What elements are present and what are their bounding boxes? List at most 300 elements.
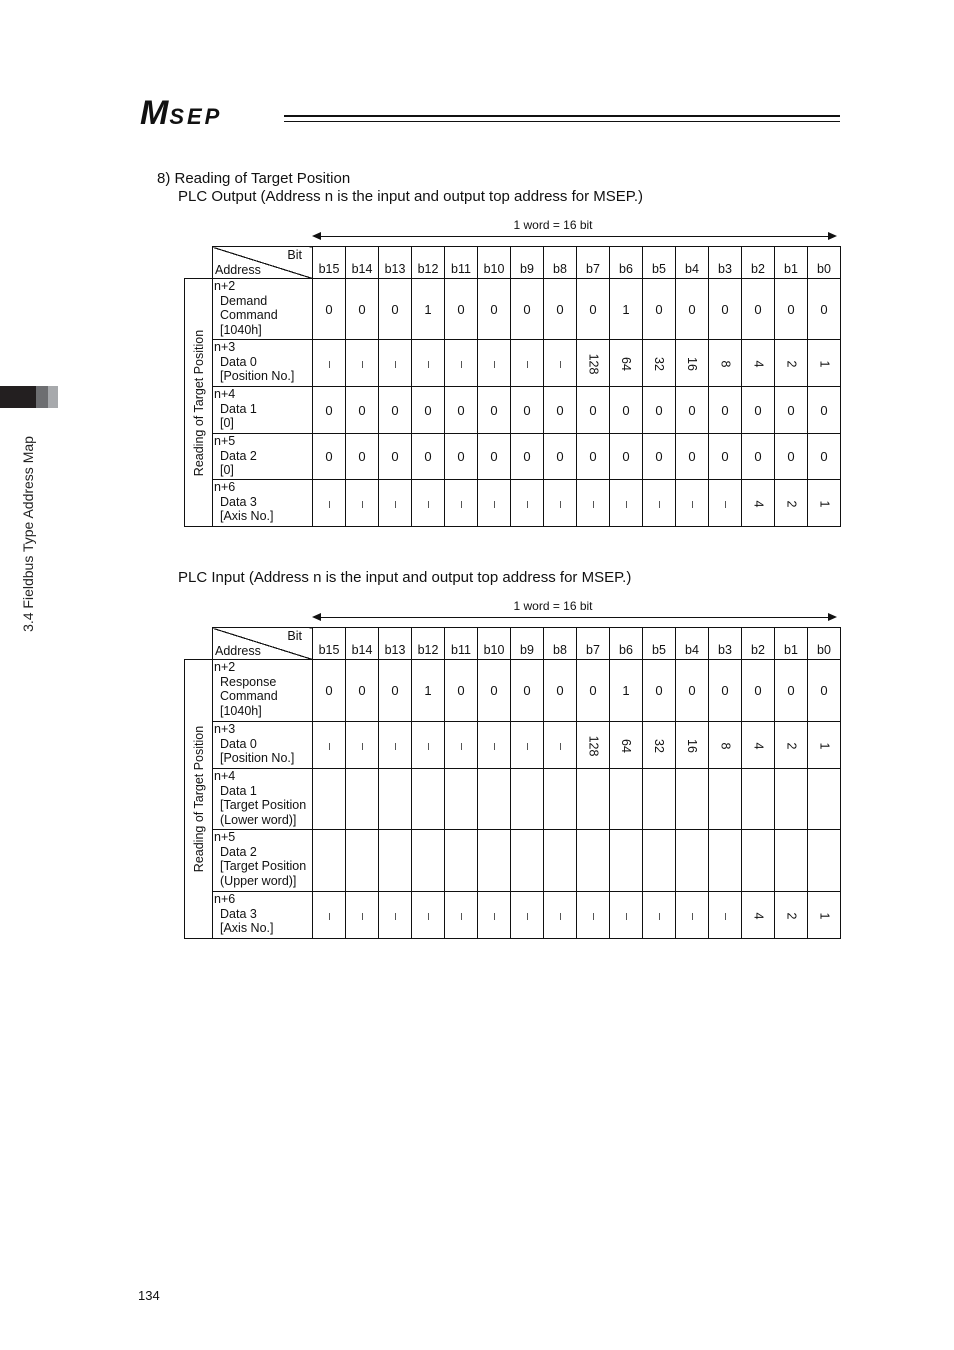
unused-bit-dash bbox=[692, 501, 693, 508]
bit-value-cell: 0 bbox=[775, 434, 808, 480]
bit-value-cell bbox=[775, 480, 808, 527]
word-arrow-line bbox=[318, 236, 830, 237]
bit-value-cell bbox=[445, 340, 478, 387]
table-row bbox=[185, 480, 841, 527]
address-desc-line: [Axis No.] bbox=[220, 921, 274, 936]
bit-value-cell bbox=[808, 480, 841, 527]
bit-value-cell: 0 bbox=[808, 434, 841, 480]
plc-input-table bbox=[184, 627, 841, 939]
bit-value-cell bbox=[445, 480, 478, 527]
bit-value-cell: 0 bbox=[742, 660, 775, 722]
arrow-right-icon bbox=[828, 232, 837, 240]
address-offset: n+2 bbox=[214, 279, 236, 293]
unused-bit-dash bbox=[329, 913, 330, 920]
bit-value-cell bbox=[313, 722, 346, 769]
bit-column-header: b9 bbox=[511, 628, 544, 660]
bit-value-cell bbox=[643, 480, 676, 527]
logo-rest: SEP bbox=[169, 104, 223, 129]
address-cell bbox=[213, 722, 313, 769]
address-offset: n+3 bbox=[214, 340, 236, 354]
bit-value-cell: 0 bbox=[511, 660, 544, 722]
bit-value-cell: 0 bbox=[379, 279, 412, 340]
unused-bit-dash bbox=[395, 361, 396, 368]
group-label-cell bbox=[185, 279, 213, 527]
unused-bit-dash bbox=[395, 743, 396, 750]
bit-value-cell bbox=[610, 830, 643, 892]
address-desc-line: Data 0 bbox=[220, 736, 257, 751]
bit-value-cell: 0 bbox=[445, 660, 478, 722]
address-cell bbox=[213, 769, 313, 830]
bit-value-cell bbox=[445, 769, 478, 830]
bit-value-cell bbox=[346, 830, 379, 892]
table-row bbox=[185, 830, 841, 892]
bit-column-header: b8 bbox=[544, 247, 577, 279]
unused-bit-dash bbox=[362, 501, 363, 508]
unused-bit-dash bbox=[329, 361, 330, 368]
bit-header-label: Bit bbox=[287, 629, 302, 643]
bit-column-header: b4 bbox=[676, 628, 709, 660]
address-desc-line: [Axis No.] bbox=[220, 509, 274, 524]
address-header-label: Address bbox=[215, 644, 261, 658]
bit-value-cell bbox=[412, 769, 445, 830]
bit-value-cell: 0 bbox=[709, 279, 742, 340]
bit-value-cell bbox=[775, 892, 808, 939]
sidebar-section-label: 3.4 Fieldbus Type Address Map bbox=[20, 436, 36, 632]
address-desc-line: (Upper word)] bbox=[220, 873, 297, 888]
bit-value-cell bbox=[379, 340, 412, 387]
bit-value-cell: 0 bbox=[412, 434, 445, 480]
bit-weight: 16 bbox=[685, 738, 699, 753]
bit-column-header: b4 bbox=[676, 247, 709, 279]
bit-value-cell bbox=[379, 830, 412, 892]
address-desc-line: [Target Position bbox=[220, 798, 307, 813]
address-desc-line: [Target Position bbox=[220, 859, 307, 874]
unused-bit-dash bbox=[428, 501, 429, 508]
bit-value-cell: 0 bbox=[709, 387, 742, 434]
bit-column-header: b3 bbox=[709, 628, 742, 660]
page-number: 134 bbox=[138, 1288, 160, 1303]
bit-value-cell bbox=[643, 769, 676, 830]
bit-value-cell bbox=[577, 769, 610, 830]
bit-value-cell: 0 bbox=[478, 387, 511, 434]
msep-logo bbox=[140, 96, 222, 130]
bit-value-cell bbox=[445, 830, 478, 892]
unused-bit-dash bbox=[560, 361, 561, 368]
bit-value-cell: 0 bbox=[478, 660, 511, 722]
bit-value-cell bbox=[412, 892, 445, 939]
bit-value-cell: 0 bbox=[511, 387, 544, 434]
bit-value-cell bbox=[379, 480, 412, 527]
bit-value-cell bbox=[478, 340, 511, 387]
bit-value-cell: 0 bbox=[511, 279, 544, 340]
address-cell bbox=[213, 279, 313, 340]
bit-value-cell bbox=[412, 722, 445, 769]
bit-value-cell bbox=[808, 830, 841, 892]
address-desc-line: [0] bbox=[220, 463, 234, 478]
bit-value-cell bbox=[478, 722, 511, 769]
bit-value-cell bbox=[544, 722, 577, 769]
bit-column-header: b5 bbox=[643, 628, 676, 660]
bit-value-cell bbox=[346, 769, 379, 830]
bit-value-cell bbox=[511, 480, 544, 527]
bit-value-cell bbox=[346, 722, 379, 769]
bit-header-label: Bit bbox=[287, 248, 302, 262]
bit-value-cell bbox=[742, 892, 775, 939]
bit-weight: 128 bbox=[585, 353, 600, 374]
bit-value-cell bbox=[313, 830, 346, 892]
bit-value-cell: 0 bbox=[709, 434, 742, 480]
bit-value-cell bbox=[676, 722, 709, 769]
bit-address-header bbox=[213, 628, 313, 660]
unused-bit-dash bbox=[395, 913, 396, 920]
word-size-label: 1 word = 16 bit bbox=[513, 218, 593, 232]
bit-column-header: b2 bbox=[742, 247, 775, 279]
bit-value-cell bbox=[313, 340, 346, 387]
bit-value-cell: 0 bbox=[313, 387, 346, 434]
bit-column-header: b6 bbox=[610, 247, 643, 279]
bit-value-cell bbox=[577, 722, 610, 769]
unused-bit-dash bbox=[626, 913, 627, 920]
header-rule-thick bbox=[284, 115, 840, 117]
sidebar-tab-dark bbox=[0, 386, 36, 408]
address-desc-line: Data 3 bbox=[220, 494, 257, 509]
bit-value-cell: 0 bbox=[676, 660, 709, 722]
bit-value-cell bbox=[577, 830, 610, 892]
bit-weight: 128 bbox=[585, 735, 600, 756]
bit-value-cell: 0 bbox=[643, 660, 676, 722]
bit-value-cell bbox=[742, 830, 775, 892]
bit-value-cell bbox=[544, 480, 577, 527]
bit-value-cell bbox=[742, 480, 775, 527]
bit-value-cell: 0 bbox=[610, 434, 643, 480]
bit-weight: 1 bbox=[816, 742, 831, 749]
address-desc-line: Response bbox=[220, 674, 277, 689]
bit-weight: 4 bbox=[750, 742, 765, 749]
unused-bit-dash bbox=[494, 743, 495, 750]
sidebar-tab-light bbox=[48, 386, 58, 408]
unused-bit-dash bbox=[461, 743, 462, 750]
bit-value-cell: 0 bbox=[379, 434, 412, 480]
bit-value-cell: 0 bbox=[610, 387, 643, 434]
bit-value-cell bbox=[445, 722, 478, 769]
unused-bit-dash bbox=[560, 913, 561, 920]
arrow-left-icon bbox=[312, 613, 321, 621]
address-desc-line: Command bbox=[220, 308, 278, 323]
bit-value-cell bbox=[775, 769, 808, 830]
address-desc-line: Data 0 bbox=[220, 354, 257, 369]
address-desc-line: Data 1 bbox=[220, 783, 257, 798]
address-cell bbox=[213, 660, 313, 722]
bit-address-header bbox=[213, 247, 313, 279]
header-rule-thin bbox=[284, 121, 840, 122]
bit-value-cell bbox=[610, 340, 643, 387]
bit-weight: 2 bbox=[783, 360, 798, 367]
unused-bit-dash bbox=[428, 913, 429, 920]
unused-bit-dash bbox=[461, 913, 462, 920]
bit-value-cell: 0 bbox=[346, 279, 379, 340]
bit-value-cell bbox=[676, 340, 709, 387]
bit-weight: 8 bbox=[717, 360, 732, 367]
bit-column-header: b13 bbox=[379, 628, 412, 660]
address-cell bbox=[213, 830, 313, 892]
bit-value-cell: 0 bbox=[775, 387, 808, 434]
bit-weight: 2 bbox=[783, 500, 798, 507]
address-desc-line: [1040h] bbox=[220, 703, 262, 718]
bit-value-cell bbox=[346, 480, 379, 527]
bit-value-cell: 0 bbox=[346, 660, 379, 722]
bit-column-header: b12 bbox=[412, 247, 445, 279]
bit-value-cell: 0 bbox=[676, 434, 709, 480]
address-offset: n+3 bbox=[214, 722, 236, 736]
unused-bit-dash bbox=[527, 913, 528, 920]
address-desc-line: Data 3 bbox=[220, 906, 257, 921]
bit-value-cell: 0 bbox=[544, 434, 577, 480]
bit-value-cell bbox=[775, 722, 808, 769]
bit-value-cell bbox=[676, 480, 709, 527]
address-desc-line: [1040h] bbox=[220, 322, 262, 337]
table-row bbox=[185, 279, 841, 340]
bit-value-cell bbox=[544, 830, 577, 892]
bit-weight: 32 bbox=[652, 738, 666, 753]
bit-value-cell bbox=[709, 769, 742, 830]
table-row bbox=[185, 660, 841, 722]
bit-value-cell: 0 bbox=[742, 387, 775, 434]
unused-bit-dash bbox=[527, 361, 528, 368]
address-desc-line: (Lower word)] bbox=[220, 812, 297, 827]
bit-value-cell: 1 bbox=[610, 279, 643, 340]
address-cell bbox=[213, 480, 313, 527]
plc-output-table bbox=[184, 246, 841, 527]
bit-column-header: b2 bbox=[742, 628, 775, 660]
bit-value-cell bbox=[775, 340, 808, 387]
bit-value-cell: 0 bbox=[808, 279, 841, 340]
bit-value-cell: 0 bbox=[643, 279, 676, 340]
bit-value-cell bbox=[742, 340, 775, 387]
bit-value-cell bbox=[511, 769, 544, 830]
bit-value-cell bbox=[709, 480, 742, 527]
bit-value-cell bbox=[610, 480, 643, 527]
address-cell bbox=[213, 892, 313, 939]
bit-weight: 2 bbox=[783, 742, 798, 749]
address-desc-line: Data 2 bbox=[220, 844, 257, 859]
bit-column-header: b13 bbox=[379, 247, 412, 279]
group-label: Reading of Target Position bbox=[191, 725, 206, 873]
bit-value-cell bbox=[676, 830, 709, 892]
bit-value-cell: 0 bbox=[676, 387, 709, 434]
bit-weight: 64 bbox=[619, 356, 633, 371]
bit-value-cell bbox=[313, 892, 346, 939]
bit-value-cell: 0 bbox=[544, 279, 577, 340]
bit-value-cell: 0 bbox=[346, 387, 379, 434]
address-header-label: Address bbox=[215, 263, 261, 277]
bit-value-cell bbox=[478, 830, 511, 892]
bit-value-cell bbox=[742, 722, 775, 769]
bit-value-cell bbox=[643, 830, 676, 892]
bit-value-cell bbox=[379, 722, 412, 769]
unused-bit-dash bbox=[494, 361, 495, 368]
bit-column-header: b7 bbox=[577, 247, 610, 279]
unused-bit-dash bbox=[527, 501, 528, 508]
bit-column-header: b11 bbox=[445, 247, 478, 279]
bit-value-cell: 0 bbox=[676, 279, 709, 340]
bit-column-header: b9 bbox=[511, 247, 544, 279]
bit-value-cell bbox=[478, 769, 511, 830]
bit-column-header: b14 bbox=[346, 628, 379, 660]
bit-value-cell bbox=[808, 722, 841, 769]
bit-column-header: b3 bbox=[709, 247, 742, 279]
bit-value-cell: 0 bbox=[808, 660, 841, 722]
bit-value-cell: 0 bbox=[313, 279, 346, 340]
bit-value-cell: 0 bbox=[445, 434, 478, 480]
bit-weight: 16 bbox=[685, 356, 699, 371]
bit-value-cell bbox=[544, 892, 577, 939]
bit-value-cell bbox=[808, 892, 841, 939]
bit-weight: 32 bbox=[652, 356, 666, 371]
bit-value-cell: 0 bbox=[511, 434, 544, 480]
address-offset: n+4 bbox=[214, 387, 236, 401]
unused-bit-dash bbox=[329, 743, 330, 750]
bit-column-header: b11 bbox=[445, 628, 478, 660]
bit-value-cell bbox=[610, 722, 643, 769]
unused-bit-dash bbox=[659, 501, 660, 508]
bit-column-header: b5 bbox=[643, 247, 676, 279]
unused-bit-dash bbox=[626, 501, 627, 508]
bit-value-cell: 1 bbox=[412, 660, 445, 722]
word-arrow-line bbox=[318, 617, 830, 618]
bit-value-cell: 0 bbox=[379, 660, 412, 722]
bit-weight: 4 bbox=[750, 500, 765, 507]
unused-bit-dash bbox=[593, 913, 594, 920]
bit-value-cell bbox=[643, 892, 676, 939]
bit-value-cell: 0 bbox=[478, 434, 511, 480]
bit-value-cell bbox=[346, 340, 379, 387]
bit-value-cell: 0 bbox=[742, 279, 775, 340]
bit-weight: 4 bbox=[750, 912, 765, 919]
unused-bit-dash bbox=[461, 501, 462, 508]
bit-value-cell: 0 bbox=[412, 387, 445, 434]
group-label-cell bbox=[185, 660, 213, 939]
unused-bit-dash bbox=[428, 743, 429, 750]
table-blank-corner bbox=[185, 628, 213, 660]
unused-bit-dash bbox=[395, 501, 396, 508]
bit-value-cell: 0 bbox=[775, 279, 808, 340]
unused-bit-dash bbox=[527, 743, 528, 750]
address-desc-line: Demand bbox=[220, 293, 268, 308]
bit-value-cell bbox=[313, 480, 346, 527]
group-label: Reading of Target Position bbox=[191, 329, 206, 476]
bit-value-cell bbox=[709, 892, 742, 939]
bit-value-cell bbox=[775, 830, 808, 892]
address-desc-line: [0] bbox=[220, 416, 234, 431]
address-desc-line: Data 2 bbox=[220, 448, 257, 463]
bit-value-cell: 1 bbox=[610, 660, 643, 722]
bit-value-cell bbox=[511, 830, 544, 892]
address-cell bbox=[213, 434, 313, 480]
table-row bbox=[185, 722, 841, 769]
bit-value-cell: 0 bbox=[313, 660, 346, 722]
unused-bit-dash bbox=[494, 913, 495, 920]
table-row bbox=[185, 340, 841, 387]
bit-value-cell: 0 bbox=[577, 434, 610, 480]
bit-value-cell: 1 bbox=[412, 279, 445, 340]
unused-bit-dash bbox=[659, 913, 660, 920]
arrow-left-icon bbox=[312, 232, 321, 240]
address-offset: n+2 bbox=[214, 660, 236, 674]
bit-column-header: b12 bbox=[412, 628, 445, 660]
unused-bit-dash bbox=[329, 501, 330, 508]
bit-value-cell bbox=[478, 892, 511, 939]
bit-weight: 4 bbox=[750, 360, 765, 367]
address-desc-line: [Position No.] bbox=[220, 751, 295, 766]
bit-column-header: b10 bbox=[478, 628, 511, 660]
bit-column-header: b10 bbox=[478, 247, 511, 279]
bit-value-cell bbox=[379, 892, 412, 939]
section-title: 8) Reading of Target Position bbox=[157, 170, 351, 187]
bit-column-header: b14 bbox=[346, 247, 379, 279]
bit-weight: 1 bbox=[816, 360, 831, 367]
bit-column-header: b15 bbox=[313, 247, 346, 279]
sidebar-tab-mid bbox=[36, 386, 48, 408]
bit-value-cell: 0 bbox=[643, 434, 676, 480]
address-desc-line: Data 1 bbox=[220, 401, 257, 416]
table-row bbox=[185, 434, 841, 480]
unused-bit-dash bbox=[560, 501, 561, 508]
bit-column-header: b6 bbox=[610, 628, 643, 660]
address-offset: n+5 bbox=[214, 434, 236, 448]
unused-bit-dash bbox=[494, 501, 495, 508]
bit-value-cell bbox=[544, 769, 577, 830]
bit-value-cell bbox=[379, 769, 412, 830]
bit-weight: 1 bbox=[816, 500, 831, 507]
bit-weight: 1 bbox=[816, 912, 831, 919]
bit-value-cell: 0 bbox=[742, 434, 775, 480]
bit-column-header: b0 bbox=[808, 247, 841, 279]
address-cell bbox=[213, 387, 313, 434]
unused-bit-dash bbox=[725, 913, 726, 920]
bit-value-cell bbox=[709, 722, 742, 769]
bit-column-header: b1 bbox=[775, 247, 808, 279]
bit-value-cell bbox=[643, 722, 676, 769]
unused-bit-dash bbox=[362, 743, 363, 750]
word-size-label: 1 word = 16 bit bbox=[513, 599, 593, 613]
bit-value-cell bbox=[412, 340, 445, 387]
table-blank-corner bbox=[185, 247, 213, 279]
bit-column-header: b15 bbox=[313, 628, 346, 660]
bit-value-cell bbox=[808, 340, 841, 387]
bit-value-cell bbox=[577, 892, 610, 939]
bit-column-header: b8 bbox=[544, 628, 577, 660]
arrow-right-icon bbox=[828, 613, 837, 621]
bit-value-cell bbox=[313, 769, 346, 830]
bit-value-cell: 0 bbox=[775, 660, 808, 722]
bit-value-cell bbox=[544, 340, 577, 387]
address-offset: n+4 bbox=[214, 769, 236, 783]
unused-bit-dash bbox=[560, 743, 561, 750]
bit-value-cell bbox=[412, 480, 445, 527]
address-offset: n+6 bbox=[214, 892, 236, 906]
bit-value-cell: 0 bbox=[478, 279, 511, 340]
bit-value-cell: 0 bbox=[544, 387, 577, 434]
bit-value-cell: 0 bbox=[643, 387, 676, 434]
bit-value-cell: 0 bbox=[808, 387, 841, 434]
bit-weight: 2 bbox=[783, 912, 798, 919]
bit-value-cell bbox=[610, 892, 643, 939]
bit-value-cell bbox=[445, 892, 478, 939]
bit-value-cell bbox=[709, 830, 742, 892]
bit-value-cell bbox=[742, 769, 775, 830]
bit-value-cell bbox=[511, 892, 544, 939]
bit-column-header: b1 bbox=[775, 628, 808, 660]
